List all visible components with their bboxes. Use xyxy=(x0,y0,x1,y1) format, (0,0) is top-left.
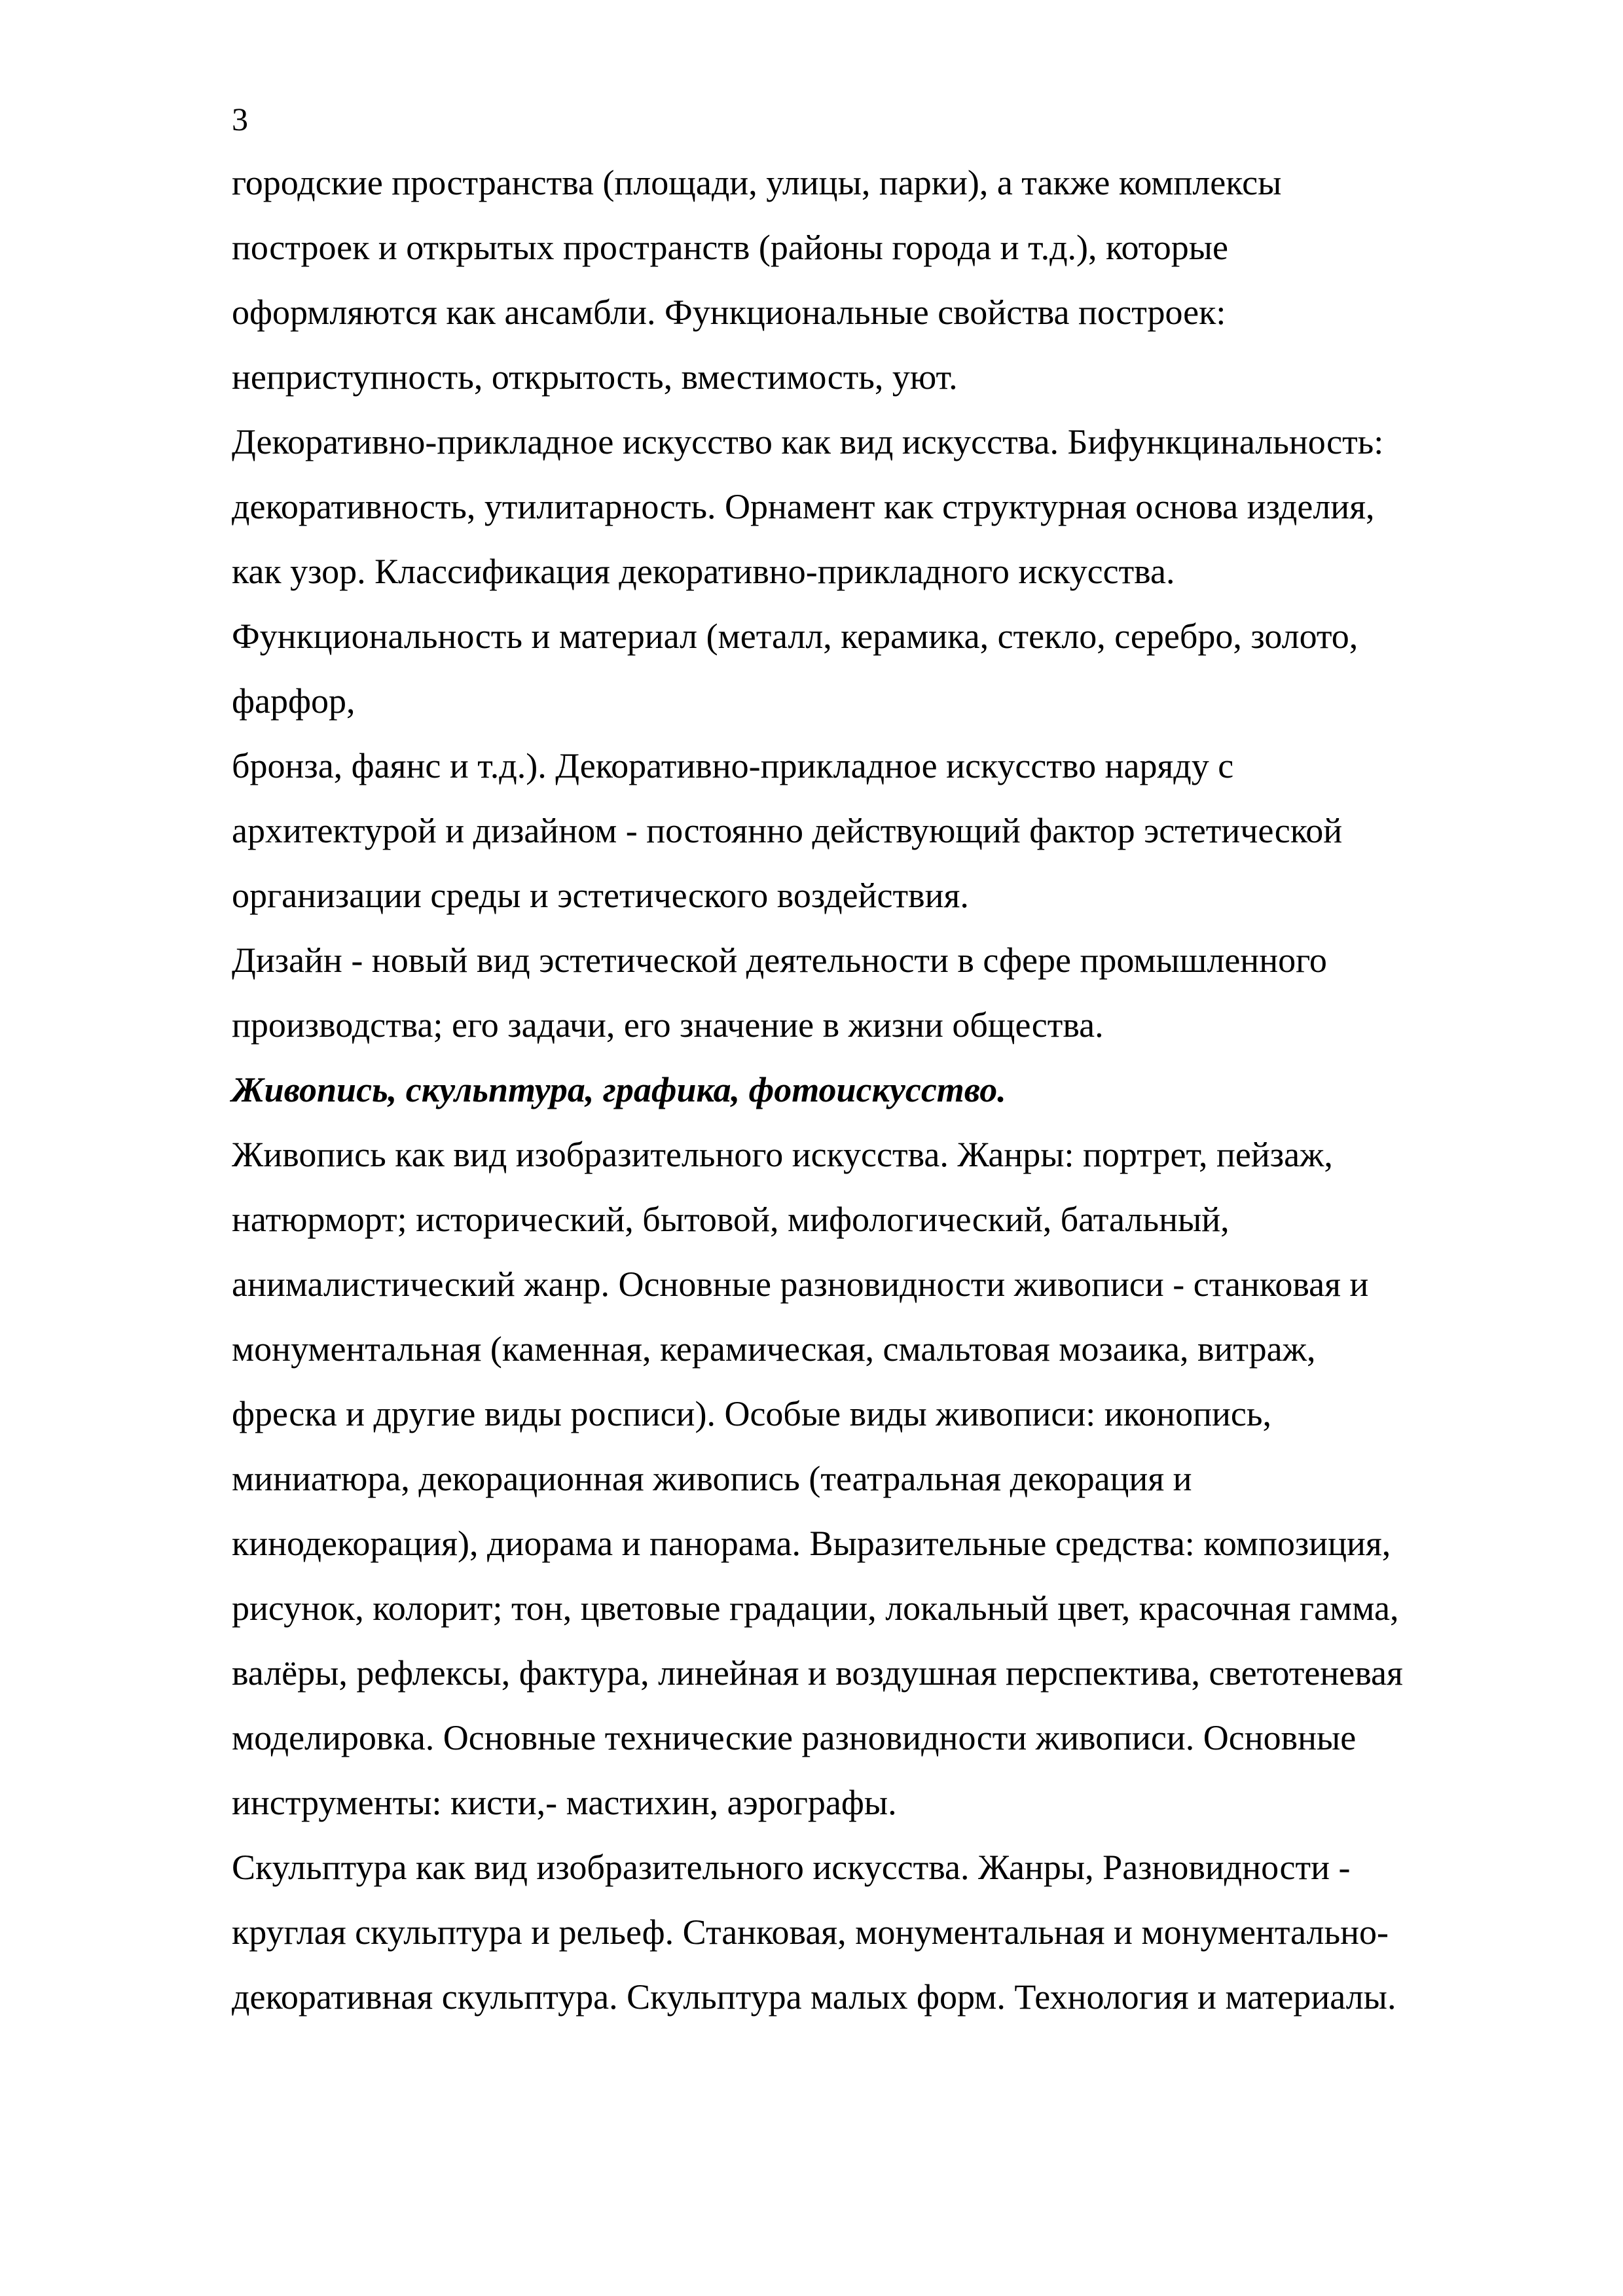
text-line: монументальная (каменная, керамическая, смальтовая мозаика, витраж, xyxy=(232,1329,1316,1369)
text-line: фреска и другие виды росписи). Особые виды живописи: иконопись, xyxy=(232,1394,1271,1433)
text-line: рисунок, колорит; тон, цветовые градации, локальный цвет, красочная гамма, xyxy=(232,1588,1399,1628)
text-line: Скульптура как вид изобразительного искусства. Жанры, Разновидности - xyxy=(232,1848,1351,1887)
text-line: Дизайн - новый вид эстетической деятельности в сфере промышленного xyxy=(232,941,1327,980)
text-line: моделировка. Основные технические разновидности живописи. Основные xyxy=(232,1718,1357,1757)
page-number: 3 xyxy=(232,101,248,137)
section-heading: Живопись, скульптура, графика, фотоискусство. xyxy=(232,1070,1006,1109)
text-line: круглая скульптура и рельеф. Станковая, монументальная и монументально- xyxy=(232,1912,1389,1952)
text-line: миниатюра, декорационная живопись (театральная декорация и xyxy=(232,1459,1192,1498)
text-line: декоративная скульптура. Скульптура малых форм. Технология и материалы. xyxy=(232,1977,1396,2017)
text-line: Декоративно-прикладное искусство как вид искусства. Бифункцинальность: xyxy=(232,422,1384,461)
text-line: инструменты: кисти,- мастихин, аэрографы. xyxy=(232,1783,897,1822)
text-line: Живопись как вид изобразительного искусства. Жанры: портрет, пейзаж, xyxy=(232,1135,1333,1174)
text-line: организации среды и эстетического воздействия. xyxy=(232,876,969,915)
text-line: Функциональность и материал (металл, керамика, стекло, серебро, золото, xyxy=(232,617,1359,656)
text-line: производства; его задачи, его значение в жизни общества. xyxy=(232,1005,1104,1045)
text-line: как узор. Классификация декоративно-прикладного искусства. xyxy=(232,552,1175,591)
text-line: оформляются как ансамбли. Функциональные свойства построек: xyxy=(232,293,1226,332)
text-line: бронза, фаянс и т.д.). Декоративно-прикладное искусство наряду с xyxy=(232,746,1234,785)
text-line: построек и открытых пространств (районы города и т.д.), которые xyxy=(232,228,1228,267)
text-line: архитектурой и дизайном - постоянно действующий фактор эстетической xyxy=(232,811,1343,850)
text-line: неприступность, открытость, вместимость, уют. xyxy=(232,357,958,397)
text-line: валёры, рефлексы, фактура, линейная и воздушная перспектива, светотеневая xyxy=(232,1653,1403,1693)
text-line: декоративность, утилитарность. Орнамент как структурная основа изделия, xyxy=(232,487,1375,526)
text-line: фарфор, xyxy=(232,681,356,721)
document-body xyxy=(232,151,1515,2030)
text-line: анималистический жанр. Основные разновидности живописи - станковая и xyxy=(232,1265,1369,1304)
text-line: кинодекорация), диорама и панорама. Выразительные средства: композиция, xyxy=(232,1524,1391,1563)
text-line: натюрморт; исторический, бытовой, мифологический, батальный, xyxy=(232,1200,1230,1239)
text-line: городские пространства (площади, улицы, парки), а также комплексы xyxy=(232,163,1282,202)
